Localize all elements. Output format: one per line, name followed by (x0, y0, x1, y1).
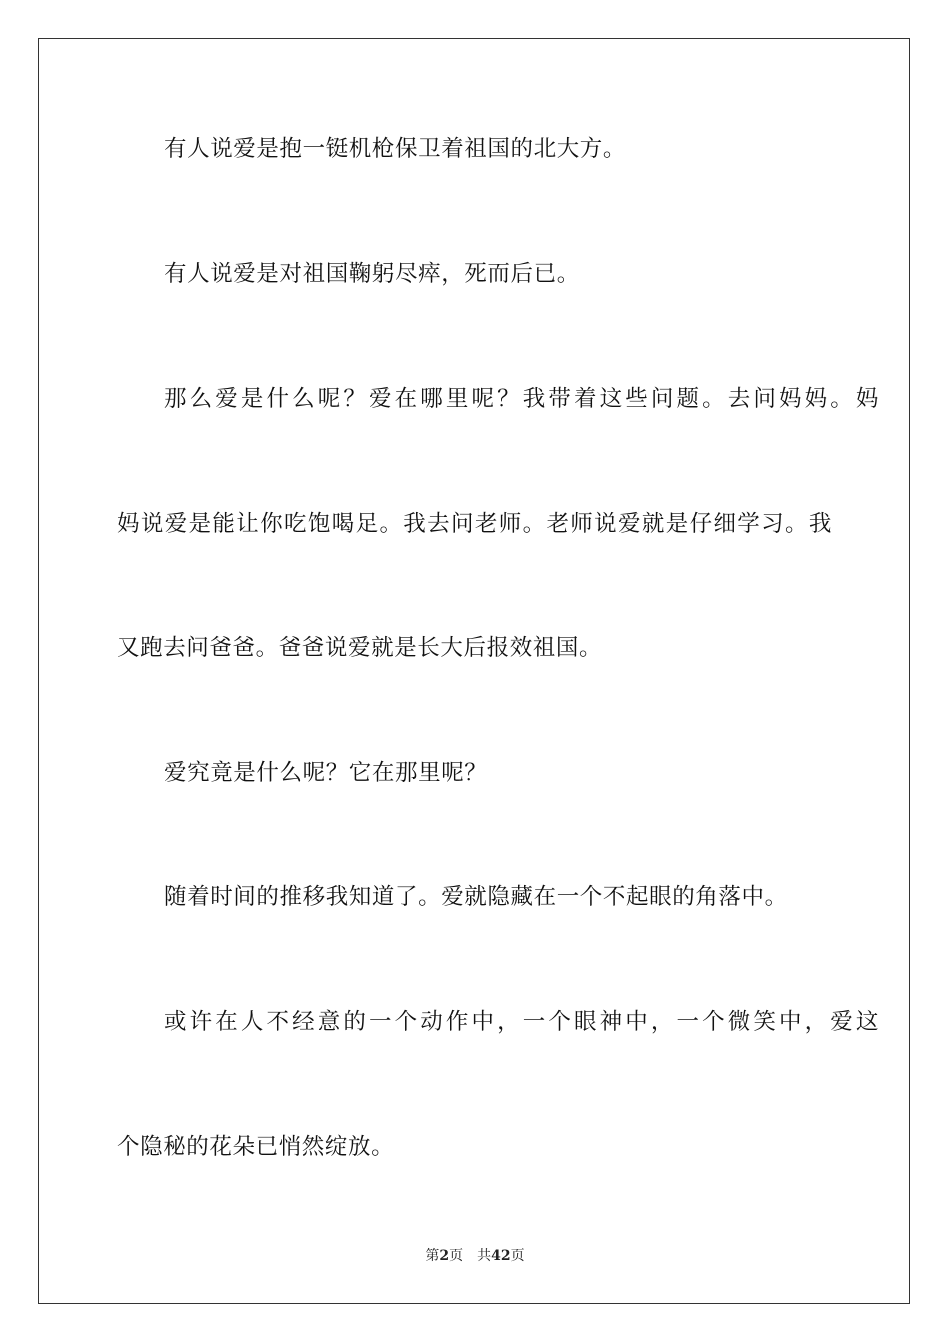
paragraph-3-line-2: 妈说爱是能让你吃饱喝足。我去问老师。老师说爱就是仔细学习。我 (117, 511, 832, 537)
paragraph-2-line-1: 有人说爱是对祖国鞠躬尽瘁，死而后已。 (164, 261, 580, 287)
paragraph-6-line-2: 个隐秘的花朵已悄然绽放。 (117, 1134, 395, 1160)
paragraph-5-line-1: 随着时间的推移我知道了。爱就隐藏在一个不起眼的角落中。 (164, 884, 788, 910)
page-prefix: 第 (425, 1248, 440, 1264)
paragraph-1-line-1: 有人说爱是抱一铤机枪保卫着祖国的北大方。 (164, 136, 627, 162)
total-prefix: 共 (477, 1248, 492, 1264)
page-border (38, 38, 910, 1304)
total-pages: 42 (491, 1248, 511, 1264)
page-footer (0, 1247, 950, 1265)
page-suffix: 页 (449, 1248, 464, 1264)
paragraph-4-line-1: 爱究竟是什么呢？它在那里呢？ (164, 760, 488, 786)
page-number: 2 (439, 1248, 450, 1264)
total-suffix: 页 (510, 1248, 525, 1264)
paragraph-6-line-1: 或许在人不经意的一个动作中，一个眼神中，一个微笑中，爱这 (164, 1009, 879, 1035)
paragraph-3-line-1: 那么爱是什么呢？爱在哪里呢？我带着这些问题。去问妈妈。妈 (164, 386, 879, 412)
paragraph-3-line-3: 又跑去问爸爸。爸爸说爱就是长大后报效祖国。 (117, 635, 603, 661)
